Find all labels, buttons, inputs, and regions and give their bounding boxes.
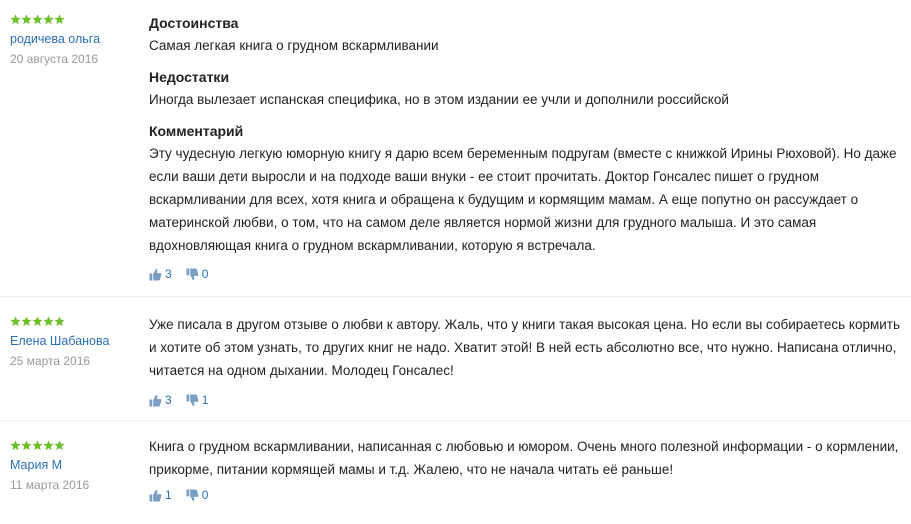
star-icon — [43, 440, 54, 451]
dislike-count: 0 — [201, 488, 209, 502]
review-section-pros — [149, 14, 901, 57]
review-divider — [0, 296, 911, 297]
dislike-button[interactable] — [186, 267, 209, 281]
section-text: Иногда вылезает испанская специфика, но в этом издании ее учли и дополнили российской — [149, 92, 729, 107]
thumbs-up-icon — [149, 268, 162, 281]
review-section-comment — [149, 313, 901, 382]
like-count: 3 — [165, 393, 172, 407]
review-section-cons — [149, 68, 901, 111]
thumbs-down-icon — [186, 394, 199, 407]
dislike-button[interactable] — [186, 488, 209, 502]
review-meta — [10, 14, 135, 66]
review-content — [149, 435, 901, 502]
thumbs-down-icon — [186, 268, 199, 281]
review-section-comment — [149, 122, 901, 257]
review-date: 11 марта 2016 — [10, 478, 90, 492]
rating-stars — [10, 14, 135, 26]
section-text: Самая легкая книга о грудном вскармливании — [149, 38, 439, 53]
review-meta — [10, 440, 135, 492]
star-icon — [10, 14, 21, 25]
like-button[interactable] — [149, 267, 172, 281]
star-icon — [54, 316, 65, 327]
star-icon — [21, 440, 32, 451]
section-title: Комментарий — [149, 123, 244, 139]
review-date: 20 августа 2016 — [10, 52, 99, 66]
star-icon — [21, 14, 32, 25]
review-author-link[interactable]: Елена Шабанова — [10, 334, 110, 348]
thumbs-up-icon — [149, 489, 162, 502]
star-icon — [32, 316, 43, 327]
review-section-comment — [149, 435, 901, 481]
star-icon — [43, 316, 54, 327]
star-icon — [32, 14, 43, 25]
star-icon — [32, 440, 43, 451]
star-icon — [21, 316, 32, 327]
section-text: Уже писала в другом отзыве о любви к автору. Жаль, что у книги такая высокая цена. Но если вы собираетесь кормить и хотите об этом узнать, то других книг не надо. Хватит этой! В ней есть абсолютно все, что нужно. Написана отлично, читается на одном дыхании. Молодец Гонсалес! — [149, 317, 901, 378]
dislike-count: 1 — [201, 393, 209, 407]
star-icon — [10, 316, 21, 327]
section-text: Эту чудесную легкую юморную книгу я дарю всем беременным подругам (вместе с книжкой Ирины Рюховой). Но даже если ваши дети выросли и на подходе ваши внуки - ее стоит прочитать. Доктор Гонсалес пишет о грудном вскармливании для всех, хотя книга и обращена к будущим и кормящим мамам. А еще попутно он рассуждает о материнской любви, о том, что на самом деле является нормой жизни для грудного малыша. И это самая вдохновляющая книга о грудном вскармливании, которую я встречала. — [149, 146, 897, 253]
section-title: Недостатки — [149, 69, 230, 85]
like-button[interactable] — [149, 488, 172, 502]
star-icon — [10, 440, 21, 451]
like-count: 3 — [165, 267, 172, 281]
rating-stars — [10, 316, 135, 328]
review-meta — [10, 316, 135, 368]
dislike-button[interactable] — [186, 393, 209, 407]
review-content — [149, 313, 901, 407]
section-title: Достоинства — [149, 15, 239, 31]
dislike-count: 0 — [201, 267, 209, 281]
thumbs-up-icon — [149, 394, 162, 407]
review-votes — [149, 488, 901, 502]
thumbs-down-icon — [186, 489, 199, 502]
like-button[interactable] — [149, 393, 172, 407]
like-count: 1 — [165, 488, 172, 502]
star-icon — [54, 440, 65, 451]
rating-stars — [10, 440, 135, 452]
review-date: 25 марта 2016 — [10, 354, 91, 368]
review-votes — [149, 393, 901, 407]
review-divider — [0, 420, 911, 421]
review-author-link[interactable]: Мария М — [10, 458, 63, 472]
review-votes — [149, 267, 901, 281]
star-icon — [54, 14, 65, 25]
review-content — [149, 14, 901, 281]
star-icon — [43, 14, 54, 25]
review-author-link[interactable]: родичева ольга — [10, 32, 101, 46]
section-text: Книга о грудном вскармливании, написанная с любовью и юмором. Очень много полезной информации - о кормлении, прикорме, питании кормящей мамы и т.д. Жалею, что не начала читать её раньше! — [149, 439, 899, 477]
